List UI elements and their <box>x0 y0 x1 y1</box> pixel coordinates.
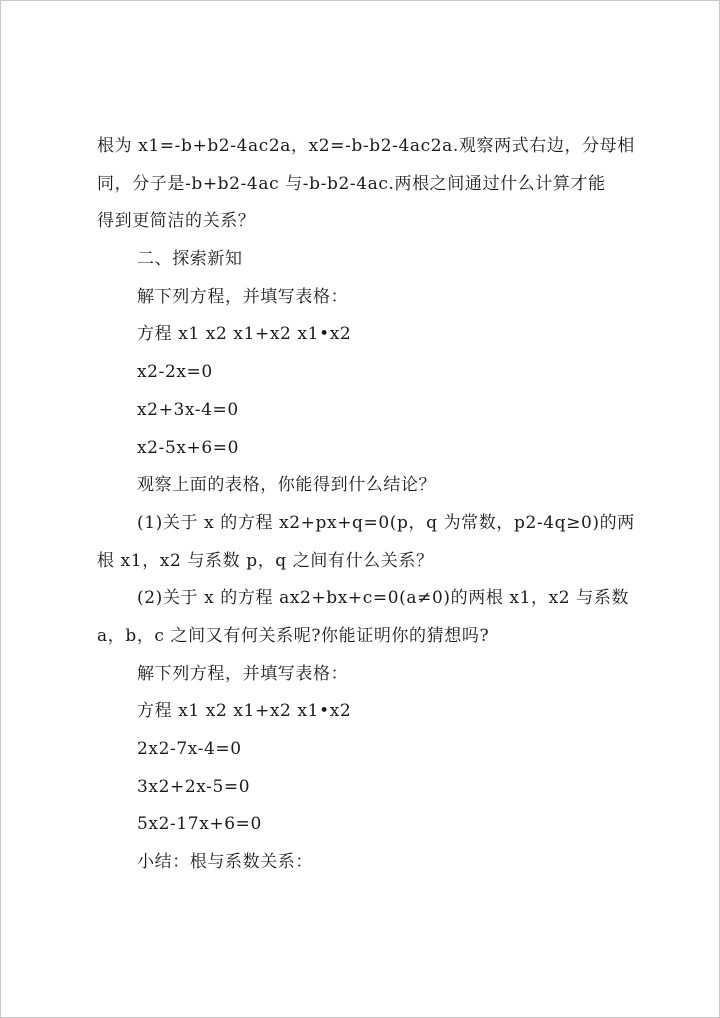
text-line: 得到更简洁的关系？ <box>97 211 256 232</box>
question-line: a，b，c 之间又有何关系呢?你能证明你的猜想吗? <box>97 625 490 646</box>
text-line: 观察上面的表格，你能得到什么结论？ <box>137 475 437 496</box>
equation-line: 5x2-17x+6=0 <box>137 814 262 835</box>
text-line: 根为 x1=-b+b2-4ac2a，x2=-b-b2-4ac2a.观察两式右边，分母相 <box>97 136 635 156</box>
document-body <box>97 133 637 887</box>
text-line: 同，分子是-b+b2-4ac 与-b-b2-4ac.两根之间通过什么计算才能 <box>97 173 606 194</box>
question-line: (1)关于 x 的方程 x2+px+q=0(p，q 为常数，p2-4q≥0)的两 <box>137 512 635 533</box>
equation-line: 3x2+2x-5=0 <box>137 776 251 797</box>
text-line: 解下列方程，并填写表格： <box>137 663 349 684</box>
question-line: 根 x1，x2 与系数 p，q 之间有什么关系？ <box>97 550 434 571</box>
text-line: 解下列方程，并填写表格： <box>137 286 349 307</box>
summary-line: 小结：根与系数关系： <box>137 852 313 873</box>
table-header-line: 方程 x1 x2 x1+x2 x1•x2 <box>137 701 352 722</box>
table-header-line: 方程 x1 x2 x1+x2 x1•x2 <box>137 324 352 345</box>
equation-line: 2x2-7x-4=0 <box>137 739 242 759</box>
question-line: (2)关于 x 的方程 ax2+bx+c=0(a≠0)的两根 x1，x2 与系数 <box>137 588 630 609</box>
equation-line: x2-2x=0 <box>137 362 213 383</box>
section-heading: 二、探索新知 <box>137 249 243 270</box>
equation-line: x2-5x+6=0 <box>137 437 240 458</box>
equation-line: x2+3x-4=0 <box>137 399 239 420</box>
